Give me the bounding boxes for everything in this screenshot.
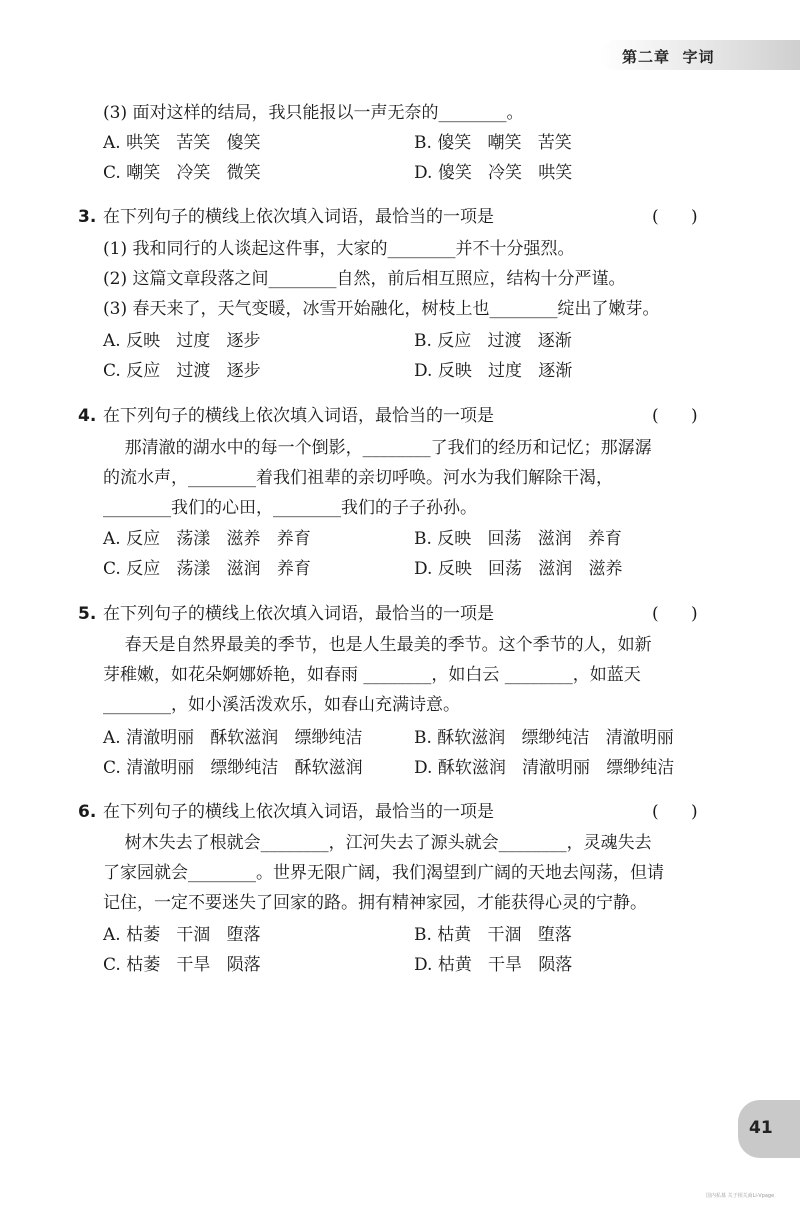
q2-option-a: A. 哄笑 苦笑 傻笑 <box>103 133 261 153</box>
q5-passage-line-2: 芽稚嫩，如花朵婀娜娇艳，如春雨 ________，如白云 ________，如蓝天 <box>103 665 641 685</box>
q3-sentence-1: (1) 我和同行的人谈起这件事，大家的________并不十分强烈。 <box>103 239 575 259</box>
q6-answer-paren: ( ) <box>652 802 698 822</box>
page-number: 41 <box>749 1118 773 1138</box>
q3-option-d: D. 反映 过度 逐渐 <box>414 361 573 381</box>
q6-option-c: C. 枯萎 干旱 陨落 <box>103 955 261 975</box>
q2-sentence-3: (3) 面对这样的结局，我只能报以一声无奈的________。 <box>103 103 524 123</box>
q5-answer-paren: ( ) <box>652 604 698 624</box>
chapter-header-title: 第二章 字词 <box>622 48 715 66</box>
q4-option-a: A. 反应 荡漾 滋养 养育 <box>103 529 311 549</box>
q5-option-a: A. 清澈明丽 酥软滋润 缥缈纯洁 <box>103 728 363 748</box>
q3-stem: 在下列句子的横线上依次填入词语，最恰当的一项是 <box>103 207 494 227</box>
q3-sentence-2: (2) 这篇文章段落之间________自然，前后相互照应，结构十分严谨。 <box>103 269 626 289</box>
q6-number: 6. <box>78 802 97 822</box>
q5-stem: 在下列句子的横线上依次填入词语，最恰当的一项是 <box>103 604 494 624</box>
q5-option-c: C. 清澈明丽 缥缈纯洁 酥软滋润 <box>103 758 363 778</box>
q3-sentence-3: (3) 春天来了，天气变暖，冰雪开始融化，树枝上也________绽出了嫩芽。 <box>103 299 660 319</box>
q6-passage-line-1: 树木失去了根就会________，江河失去了源头就会________，灵魂失去 <box>103 833 652 853</box>
q4-passage-line-3: ________我们的心田，________我们的子子孙孙。 <box>103 498 477 518</box>
q4-answer-paren: ( ) <box>652 406 698 426</box>
q3-answer-paren: ( ) <box>652 207 698 227</box>
q3-option-b: B. 反应 过渡 逐渐 <box>414 331 572 351</box>
q5-number: 5. <box>78 604 97 624</box>
q5-passage-line-3: ________，如小溪活泼欢乐，如春山充满诗意。 <box>103 695 460 715</box>
q3-option-a: A. 反映 过度 逐步 <box>103 331 261 351</box>
q5-option-b: B. 酥软滋润 缥缈纯洁 清澈明丽 <box>414 728 674 748</box>
q6-passage-line-2: 了家园就会________。世界无限广阔，我们渴望到广阔的天地去闯荡，但请 <box>103 863 664 883</box>
q3-number: 3. <box>78 207 97 227</box>
q6-passage-line-3: 记住，一定不要迷失了回家的路。拥有精神家园，才能获得心灵的宁静。 <box>103 893 647 913</box>
q4-stem: 在下列句子的横线上依次填入词语，最恰当的一项是 <box>103 406 494 426</box>
q6-option-d: D. 枯黄 干旱 陨落 <box>414 955 573 975</box>
q2-option-c: C. 嘲笑 冷笑 微笑 <box>103 163 261 183</box>
q4-option-c: C. 反应 荡漾 滋润 养育 <box>103 559 311 579</box>
q2-option-b: B. 傻笑 嘲笑 苦笑 <box>414 133 572 153</box>
q4-option-d: D. 反映 回荡 滋润 滋养 <box>414 559 623 579</box>
q5-option-d: D. 酥软滋润 清澈明丽 缥缈纯洁 <box>414 758 675 778</box>
watermark-text: 国内私募 关于相关商Li-Vpage <box>706 1193 775 1199</box>
q4-passage-line-2: 的流水声，________着我们祖辈的亲切呼唤。河水为我们解除干渴， <box>103 468 613 488</box>
q3-option-c: C. 反应 过渡 逐步 <box>103 361 261 381</box>
q4-passage-line-1: 那清澈的湖水中的每一个倒影，________了我们的经历和记忆；那潺潺 <box>103 438 652 458</box>
q6-option-b: B. 枯黄 干涸 堕落 <box>414 925 572 945</box>
q6-stem: 在下列句子的横线上依次填入词语，最恰当的一项是 <box>103 802 494 822</box>
q4-option-b: B. 反映 回荡 滋润 养育 <box>414 529 622 549</box>
q2-option-d: D. 傻笑 冷笑 哄笑 <box>414 163 573 183</box>
q5-passage-line-1: 春天是自然界最美的季节，也是人生最美的季节。这个季节的人，如新 <box>103 635 652 655</box>
q4-number: 4. <box>78 406 97 426</box>
q6-option-a: A. 枯萎 干涸 堕落 <box>103 925 261 945</box>
